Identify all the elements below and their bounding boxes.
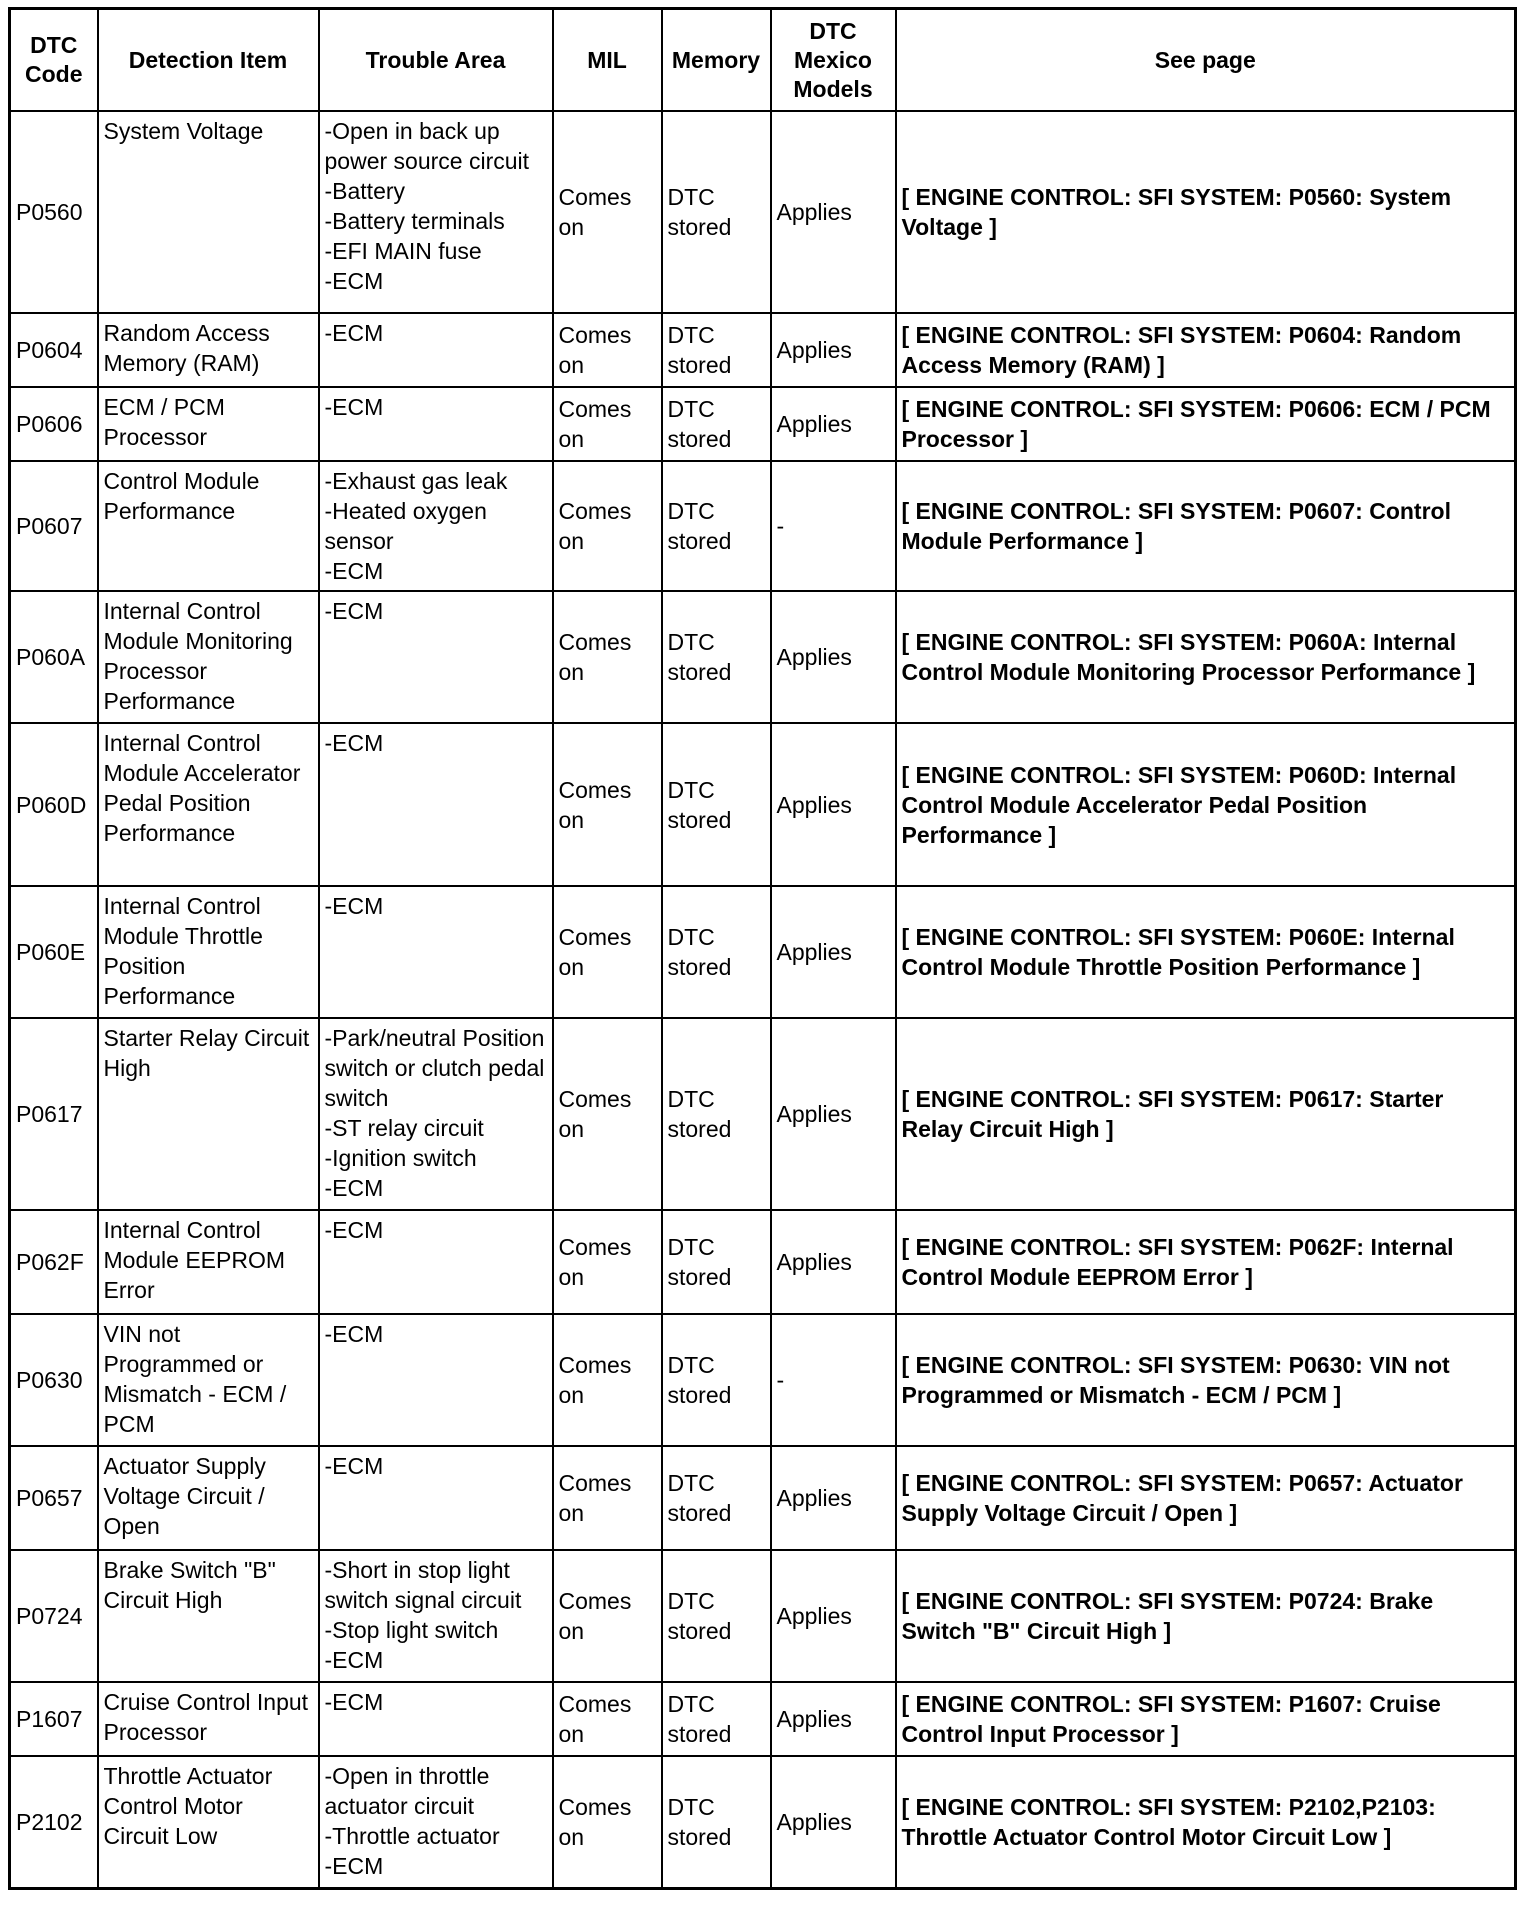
mil-cell: Comes on <box>553 1018 662 1210</box>
trouble-area-item: -EFI MAIN fuse <box>324 238 482 264</box>
memory-cell: DTC stored <box>662 387 771 461</box>
table-row <box>10 111 1516 313</box>
trouble-area-item: -Throttle actuator <box>324 1823 500 1849</box>
dtc-code-cell: P0617 <box>10 1018 98 1210</box>
trouble-area-cell <box>319 1446 553 1550</box>
header-mil: MIL <box>553 9 662 112</box>
dtc-code-cell: P062F <box>10 1210 98 1314</box>
see-page-cell: [ ENGINE CONTROL: SFI SYSTEM: P060E: Internal Control Module Throttle Position Performance ] <box>896 886 1516 1018</box>
trouble-area-item: -ECM <box>324 1453 384 1479</box>
see-page-cell: [ ENGINE CONTROL: SFI SYSTEM: P0724: Brake Switch "B" Circuit High ] <box>896 1550 1516 1682</box>
see-page-cell: [ ENGINE CONTROL: SFI SYSTEM: P2102,P2103: Throttle Actuator Control Motor Circuit Low ] <box>896 1756 1516 1888</box>
trouble-area-item: -ECM <box>324 598 384 624</box>
see-page-cell: [ ENGINE CONTROL: SFI SYSTEM: P0604: Random Access Memory (RAM) ] <box>896 313 1516 387</box>
mexico-models-cell: - <box>771 461 896 591</box>
see-page-cell: [ ENGINE CONTROL: SFI SYSTEM: P0607: Control Module Performance ] <box>896 461 1516 591</box>
trouble-area-item: -ECM <box>324 730 384 756</box>
mil-cell: Comes on <box>553 461 662 591</box>
detection-item-cell: System Voltage <box>98 111 319 313</box>
mil-cell: Comes on <box>553 313 662 387</box>
header-dtc-mexico-models: DTC Mexico Models <box>771 9 896 112</box>
table-row <box>10 723 1516 886</box>
trouble-area-cell <box>319 111 553 313</box>
trouble-area-item: -ECM <box>324 1853 384 1879</box>
table-row <box>10 1210 1516 1314</box>
table-row <box>10 313 1516 387</box>
detection-item-cell: Internal Control Module Throttle Position Performance <box>98 886 319 1018</box>
mexico-models-cell: Applies <box>771 111 896 313</box>
mil-cell: Comes on <box>553 1756 662 1888</box>
trouble-area-item: -Exhaust gas leak <box>324 468 508 494</box>
see-page-cell: [ ENGINE CONTROL: SFI SYSTEM: P062F: Internal Control Module EEPROM Error ] <box>896 1210 1516 1314</box>
trouble-area-cell <box>319 313 553 387</box>
trouble-area-cell <box>319 1210 553 1314</box>
trouble-area-item: -Open in back up power source circuit <box>324 118 530 174</box>
dtc-code-cell: P0657 <box>10 1446 98 1550</box>
trouble-area-item: -Battery <box>324 178 406 204</box>
memory-cell: DTC stored <box>662 1314 771 1446</box>
memory-cell: DTC stored <box>662 461 771 591</box>
trouble-area-cell <box>319 1756 553 1888</box>
dtc-code-cell: P1607 <box>10 1682 98 1756</box>
trouble-area-item: -ECM <box>324 1647 384 1673</box>
trouble-area-cell <box>319 723 553 886</box>
dtc-code-cell: P0607 <box>10 461 98 591</box>
table-body <box>10 111 1516 1888</box>
mexico-models-cell: Applies <box>771 1550 896 1682</box>
trouble-area-cell <box>319 886 553 1018</box>
trouble-area-item: -ST relay circuit <box>324 1115 484 1141</box>
mil-cell: Comes on <box>553 591 662 723</box>
table-row <box>10 591 1516 723</box>
memory-cell: DTC stored <box>662 1446 771 1550</box>
mexico-models-cell: - <box>771 1314 896 1446</box>
mil-cell: Comes on <box>553 111 662 313</box>
mexico-models-cell: Applies <box>771 886 896 1018</box>
table-row <box>10 387 1516 461</box>
see-page-cell: [ ENGINE CONTROL: SFI SYSTEM: P1607: Cruise Control Input Processor ] <box>896 1682 1516 1756</box>
trouble-area-cell <box>319 591 553 723</box>
see-page-cell: [ ENGINE CONTROL: SFI SYSTEM: P060D: Internal Control Module Accelerator Pedal Position Performance ] <box>896 723 1516 886</box>
detection-item-cell: ECM / PCM Processor <box>98 387 319 461</box>
mil-cell: Comes on <box>553 723 662 886</box>
trouble-area-item: -ECM <box>324 893 384 919</box>
memory-cell: DTC stored <box>662 1550 771 1682</box>
mil-cell: Comes on <box>553 1314 662 1446</box>
mil-cell: Comes on <box>553 1682 662 1756</box>
mil-cell: Comes on <box>553 886 662 1018</box>
header-dtc-code: DTC Code <box>10 9 98 112</box>
mexico-models-cell: Applies <box>771 387 896 461</box>
detection-item-cell: VIN not Programmed or Mismatch - ECM / PCM <box>98 1314 319 1446</box>
memory-cell: DTC stored <box>662 1018 771 1210</box>
detection-item-cell: Starter Relay Circuit High <box>98 1018 319 1210</box>
memory-cell: DTC stored <box>662 1756 771 1888</box>
detection-item-cell: Control Module Performance <box>98 461 319 591</box>
dtc-code-cell: P060E <box>10 886 98 1018</box>
mil-cell: Comes on <box>553 1550 662 1682</box>
trouble-area-item: -ECM <box>324 1175 384 1201</box>
memory-cell: DTC stored <box>662 723 771 886</box>
memory-cell: DTC stored <box>662 111 771 313</box>
trouble-area-item: -ECM <box>324 1321 384 1347</box>
table-row <box>10 1018 1516 1210</box>
see-page-cell: [ ENGINE CONTROL: SFI SYSTEM: P0630: VIN not Programmed or Mismatch - ECM / PCM ] <box>896 1314 1516 1446</box>
dtc-table-container <box>8 7 1514 1890</box>
trouble-area-item: -Heated oxygen sensor <box>324 498 487 554</box>
trouble-area-cell <box>319 1550 553 1682</box>
trouble-area-item: -ECM <box>324 558 384 584</box>
detection-item-cell: Internal Control Module Accelerator Pedal Position Performance <box>98 723 319 886</box>
mil-cell: Comes on <box>553 387 662 461</box>
header-row <box>10 9 1516 112</box>
dtc-code-cell: P0560 <box>10 111 98 313</box>
mexico-models-cell: Applies <box>771 1682 896 1756</box>
mexico-models-cell: Applies <box>771 591 896 723</box>
mexico-models-cell: Applies <box>771 1210 896 1314</box>
detection-item-cell: Internal Control Module Monitoring Processor Performance <box>98 591 319 723</box>
memory-cell: DTC stored <box>662 886 771 1018</box>
table-row <box>10 1446 1516 1550</box>
detection-item-cell: Random Access Memory (RAM) <box>98 313 319 387</box>
trouble-area-item: -Park/neutral Position switch or clutch pedal switch <box>324 1025 545 1111</box>
see-page-cell: [ ENGINE CONTROL: SFI SYSTEM: P060A: Internal Control Module Monitoring Processor Performance ] <box>896 591 1516 723</box>
trouble-area-item: -Open in throttle actuator circuit <box>324 1763 490 1819</box>
trouble-area-item: -Short in stop light switch signal circuit <box>324 1557 522 1613</box>
trouble-area-item: -ECM <box>324 394 384 420</box>
header-memory: Memory <box>662 9 771 112</box>
mil-cell: Comes on <box>553 1210 662 1314</box>
trouble-area-item: -Battery terminals <box>324 208 505 234</box>
trouble-area-item: -ECM <box>324 1217 384 1243</box>
trouble-area-cell <box>319 461 553 591</box>
mexico-models-cell: Applies <box>771 1756 896 1888</box>
table-row <box>10 1756 1516 1888</box>
mil-cell: Comes on <box>553 1446 662 1550</box>
mexico-models-cell: Applies <box>771 1018 896 1210</box>
mexico-models-cell: Applies <box>771 313 896 387</box>
table-row <box>10 1550 1516 1682</box>
see-page-cell: [ ENGINE CONTROL: SFI SYSTEM: P0657: Actuator Supply Voltage Circuit / Open ] <box>896 1446 1516 1550</box>
header-see-page: See page <box>896 9 1516 112</box>
memory-cell: DTC stored <box>662 591 771 723</box>
table-row <box>10 461 1516 591</box>
trouble-area-cell <box>319 1682 553 1756</box>
memory-cell: DTC stored <box>662 313 771 387</box>
trouble-area-cell <box>319 1018 553 1210</box>
see-page-cell: [ ENGINE CONTROL: SFI SYSTEM: P0560: System Voltage ] <box>896 111 1516 313</box>
trouble-area-cell <box>319 1314 553 1446</box>
table-row <box>10 1314 1516 1446</box>
memory-cell: DTC stored <box>662 1682 771 1756</box>
see-page-cell: [ ENGINE CONTROL: SFI SYSTEM: P0617: Starter Relay Circuit High ] <box>896 1018 1516 1210</box>
detection-item-cell: Internal Control Module EEPROM Error <box>98 1210 319 1314</box>
dtc-code-cell: P060D <box>10 723 98 886</box>
detection-item-cell: Throttle Actuator Control Motor Circuit Low <box>98 1756 319 1888</box>
mexico-models-cell: Applies <box>771 723 896 886</box>
dtc-table <box>8 7 1517 1890</box>
trouble-area-item: -Ignition switch <box>324 1145 477 1171</box>
memory-cell: DTC stored <box>662 1210 771 1314</box>
detection-item-cell: Cruise Control Input Processor <box>98 1682 319 1756</box>
dtc-code-cell: P2102 <box>10 1756 98 1888</box>
dtc-code-cell: P0606 <box>10 387 98 461</box>
mexico-models-cell: Applies <box>771 1446 896 1550</box>
dtc-code-cell: P0630 <box>10 1314 98 1446</box>
trouble-area-item: -ECM <box>324 268 384 294</box>
trouble-area-item: -ECM <box>324 1689 384 1715</box>
table-row <box>10 1682 1516 1756</box>
table-row <box>10 886 1516 1018</box>
detection-item-cell: Actuator Supply Voltage Circuit / Open <box>98 1446 319 1550</box>
header-detection-item: Detection Item <box>98 9 319 112</box>
trouble-area-cell <box>319 387 553 461</box>
trouble-area-item: -ECM <box>324 320 384 346</box>
header-trouble-area: Trouble Area <box>319 9 553 112</box>
detection-item-cell: Brake Switch "B" Circuit High <box>98 1550 319 1682</box>
see-page-cell: [ ENGINE CONTROL: SFI SYSTEM: P0606: ECM / PCM Processor ] <box>896 387 1516 461</box>
dtc-code-cell: P0724 <box>10 1550 98 1682</box>
dtc-code-cell: P0604 <box>10 313 98 387</box>
trouble-area-item: -Stop light switch <box>324 1617 499 1643</box>
dtc-code-cell: P060A <box>10 591 98 723</box>
